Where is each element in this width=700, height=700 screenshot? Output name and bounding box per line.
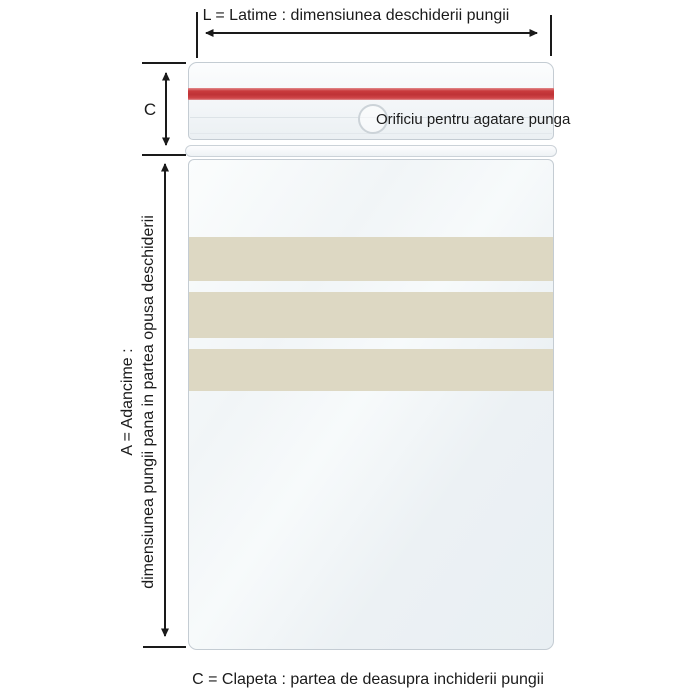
depth-label-line2: dimensiunea pungii pana in partea opusa deschiderii <box>140 215 157 589</box>
red-zipper-strip <box>188 88 554 100</box>
hang-hole-label: Orificiu pentru agatare punga <box>376 111 571 128</box>
zipper-track <box>185 145 557 157</box>
width-dimension-label: L = Latime : dimensiunea deschiderii pungii <box>202 7 510 24</box>
depth-dimension-label <box>117 171 159 633</box>
flap-definition-caption: C = Clapeta : partea de deasupra inchiderii pungii <box>192 671 544 688</box>
depth-label-line1: A = Adancime : <box>119 348 136 456</box>
writing-band <box>189 292 553 338</box>
flap-dimension-label: C <box>143 100 157 119</box>
bag-body <box>188 159 554 650</box>
writing-band <box>189 349 553 391</box>
writing-band <box>189 237 553 281</box>
